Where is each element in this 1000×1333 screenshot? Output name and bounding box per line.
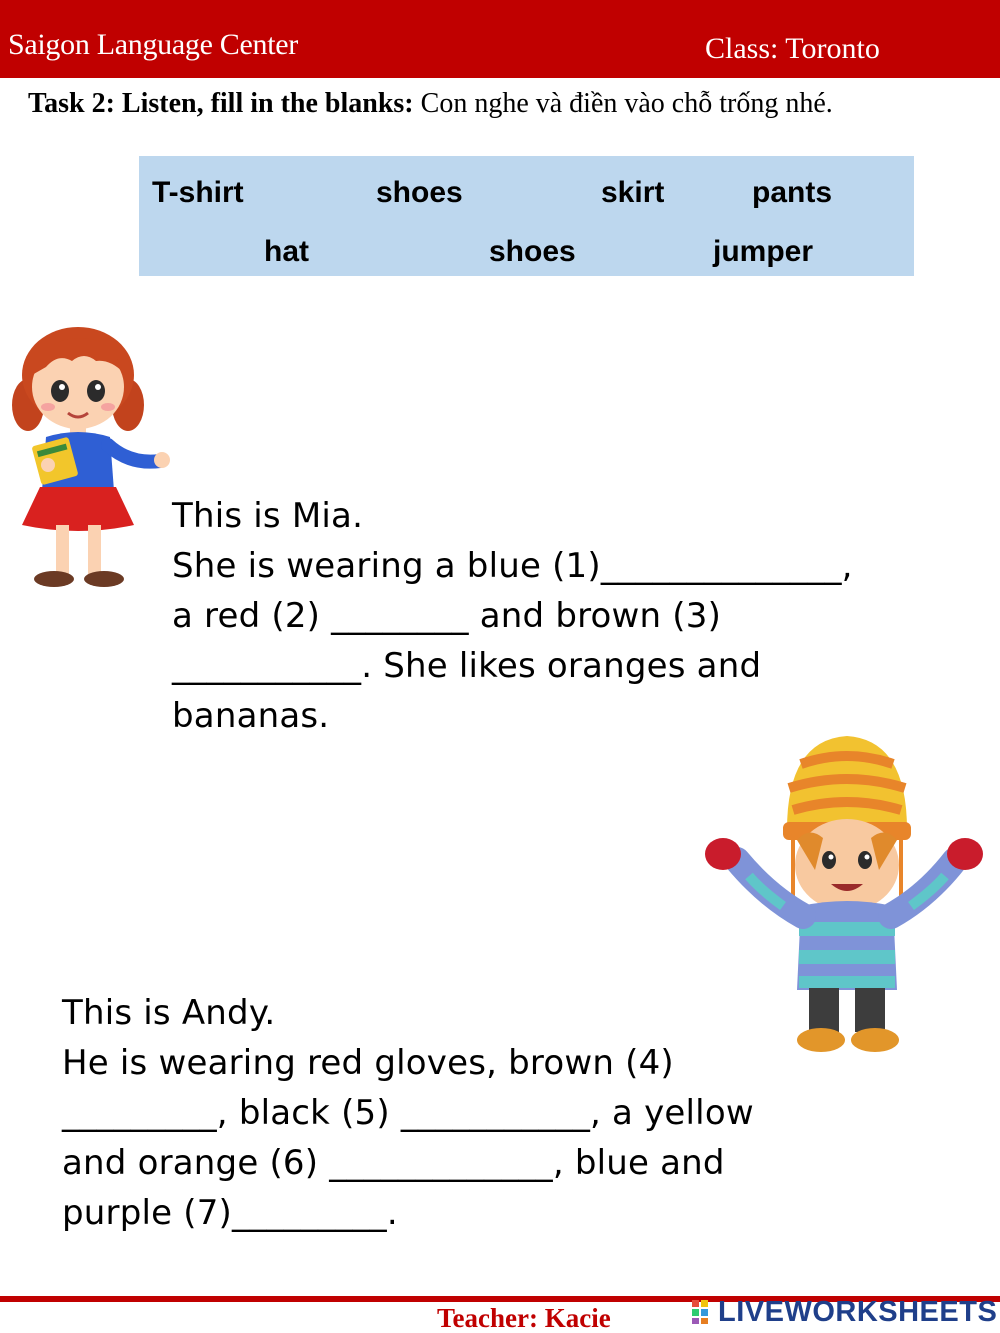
word-bank-item: jumper [713, 235, 814, 268]
word-bank-item: T-shirt [152, 176, 244, 209]
task-instruction [28, 88, 993, 120]
teacher-name: Teacher: Kacie [437, 1303, 611, 1333]
liveworksheets-grid-icon [692, 1300, 718, 1324]
paragraph-line: This is Andy. [62, 993, 276, 1033]
word-bank-item: shoes [376, 176, 463, 209]
paragraph-line: bananas. [172, 696, 330, 736]
paragraph-line: ___________. She likes oranges and [172, 646, 762, 686]
word-bank-item: pants [752, 176, 833, 209]
header-banner [0, 0, 1000, 78]
paragraph-line: _________, black (5) ___________, a yellow [62, 1093, 754, 1133]
paragraph-line: This is Mia. [172, 496, 364, 536]
liveworksheets-brand: LIVEWORKSHEETS [718, 1295, 998, 1328]
word-bank-item: hat [264, 235, 309, 268]
paragraph-line: and orange (6) _____________, blue and [62, 1143, 725, 1183]
paragraph-line: She is wearing a blue (1)______________, [172, 546, 853, 586]
liveworksheets-logo[interactable] [692, 1296, 997, 1328]
word-bank [139, 156, 914, 276]
paragraph-line: He is wearing red gloves, brown (4) [62, 1043, 674, 1083]
task-instruction-text: Con nghe và điền vào chỗ trống nhé. [413, 88, 833, 119]
paragraph-line: purple (7)_________. [62, 1193, 398, 1233]
task-title: Task 2: Listen, fill in the blanks: [28, 88, 414, 119]
class-label: Class: Toronto [705, 32, 880, 65]
center-name: Saigon Language Center [8, 28, 298, 61]
word-bank-item: shoes [489, 235, 576, 268]
mia-girl-illustration [0, 315, 200, 605]
andy-paragraph [62, 988, 754, 1238]
word-bank-item: skirt [601, 176, 665, 209]
paragraph-line: a red (2) ________ and brown (3) [172, 596, 722, 636]
